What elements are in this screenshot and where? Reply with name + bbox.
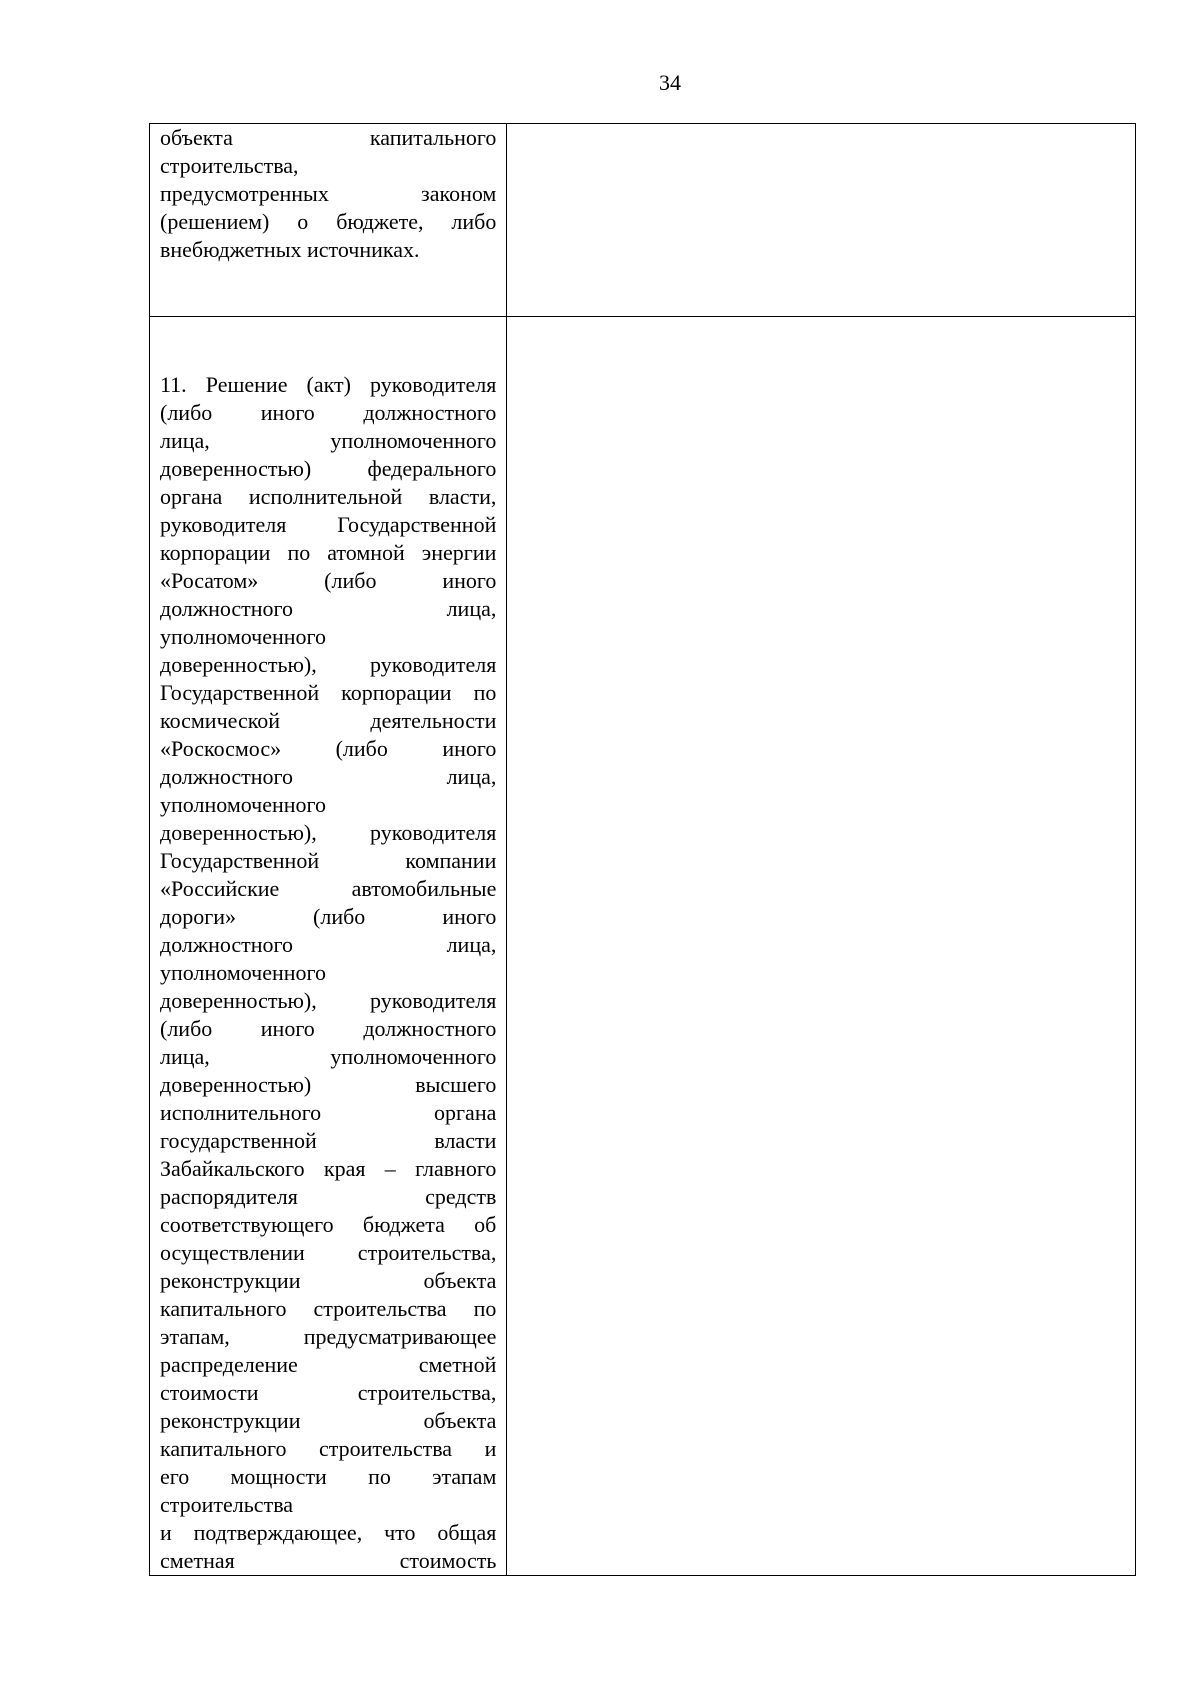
- text-line: уполномоченного: [160, 624, 327, 649]
- text-line: реконструкции объекта: [160, 1408, 497, 1433]
- cell-text: [150, 124, 506, 264]
- text-line: доверенностью), руководителя: [160, 820, 497, 845]
- text-line: государственной власти: [160, 1128, 497, 1153]
- text-line: и подтверждающее, что общая: [160, 1520, 497, 1545]
- text-line: лица, уполномоченного: [160, 428, 497, 453]
- cell-text: [150, 317, 506, 1575]
- text-line: соответствующего бюджета об: [160, 1212, 497, 1237]
- text-line: «Российские автомобильные: [160, 876, 497, 901]
- text-line: (либо иного должностного: [160, 1016, 497, 1041]
- text-line: Государственной компании: [160, 848, 497, 873]
- text-line: предусмотренных законом: [160, 181, 497, 206]
- text-line: строительства,: [160, 153, 299, 178]
- text-line: этапам, предусматривающее: [160, 1324, 497, 1349]
- text-line: капитального строительства и: [160, 1436, 497, 1461]
- text-line: распределение сметной: [160, 1352, 497, 1377]
- text-line: доверенностью), руководителя: [160, 988, 497, 1013]
- text-line: строительства: [160, 1492, 294, 1517]
- text-line: осуществлении строительства,: [160, 1240, 497, 1265]
- page-number: 34: [659, 70, 681, 95]
- text-line: внебюджетных источниках.: [160, 237, 420, 262]
- table-cell-right: [507, 317, 1136, 1576]
- text-line: должностного лица,: [160, 932, 497, 957]
- text-line: (либо иного должностного: [160, 400, 497, 425]
- text-line: корпорации по атомной энергии: [160, 540, 497, 565]
- table-cell-left: [150, 124, 507, 317]
- text-line: должностного лица,: [160, 764, 497, 789]
- text-line: уполномоченного: [160, 960, 327, 985]
- text-line: исполнительного органа: [160, 1100, 497, 1125]
- table-cell-right: [507, 124, 1136, 317]
- text-line: должностного лица,: [160, 596, 497, 621]
- text-line: капитального строительства по: [160, 1296, 497, 1321]
- table-cell-left: [150, 317, 507, 1576]
- text-line: «Росатом» (либо иного: [160, 568, 497, 593]
- text-line: руководителя Государственной: [160, 512, 497, 537]
- text-line: реконструкции объекта: [160, 1268, 497, 1293]
- cell-text: [507, 317, 1135, 371]
- text-line: 11. Решение (акт) руководителя: [160, 372, 497, 397]
- text-line: космической деятельности: [160, 708, 497, 733]
- text-line: Государственной корпорации по: [160, 680, 497, 705]
- text-line: дороги» (либо иного: [160, 904, 497, 929]
- text-line: распорядителя средств: [160, 1184, 497, 1209]
- text-line: Забайкальского края – главного: [160, 1156, 497, 1181]
- text-line: его мощности по этапам: [160, 1464, 497, 1489]
- text-line: «Роскосмос» (либо иного: [160, 736, 497, 761]
- text-line: сметная стоимость: [160, 1548, 497, 1573]
- text-line: доверенностью) федерального: [160, 456, 497, 481]
- text-line: органа исполнительной власти,: [160, 484, 497, 509]
- text-line: (решением) о бюджете, либо: [160, 209, 497, 234]
- document-table: [149, 123, 1136, 1576]
- text-line: лица, уполномоченного: [160, 1044, 497, 1069]
- text-line: доверенностью), руководителя: [160, 652, 497, 677]
- text-line: уполномоченного: [160, 792, 327, 817]
- text-line: стоимости строительства,: [160, 1380, 497, 1405]
- text-line: объекта капитального: [160, 125, 497, 150]
- text-line: доверенностью) высшего: [160, 1072, 497, 1097]
- table-row: [150, 124, 1136, 317]
- table-row: [150, 317, 1136, 1576]
